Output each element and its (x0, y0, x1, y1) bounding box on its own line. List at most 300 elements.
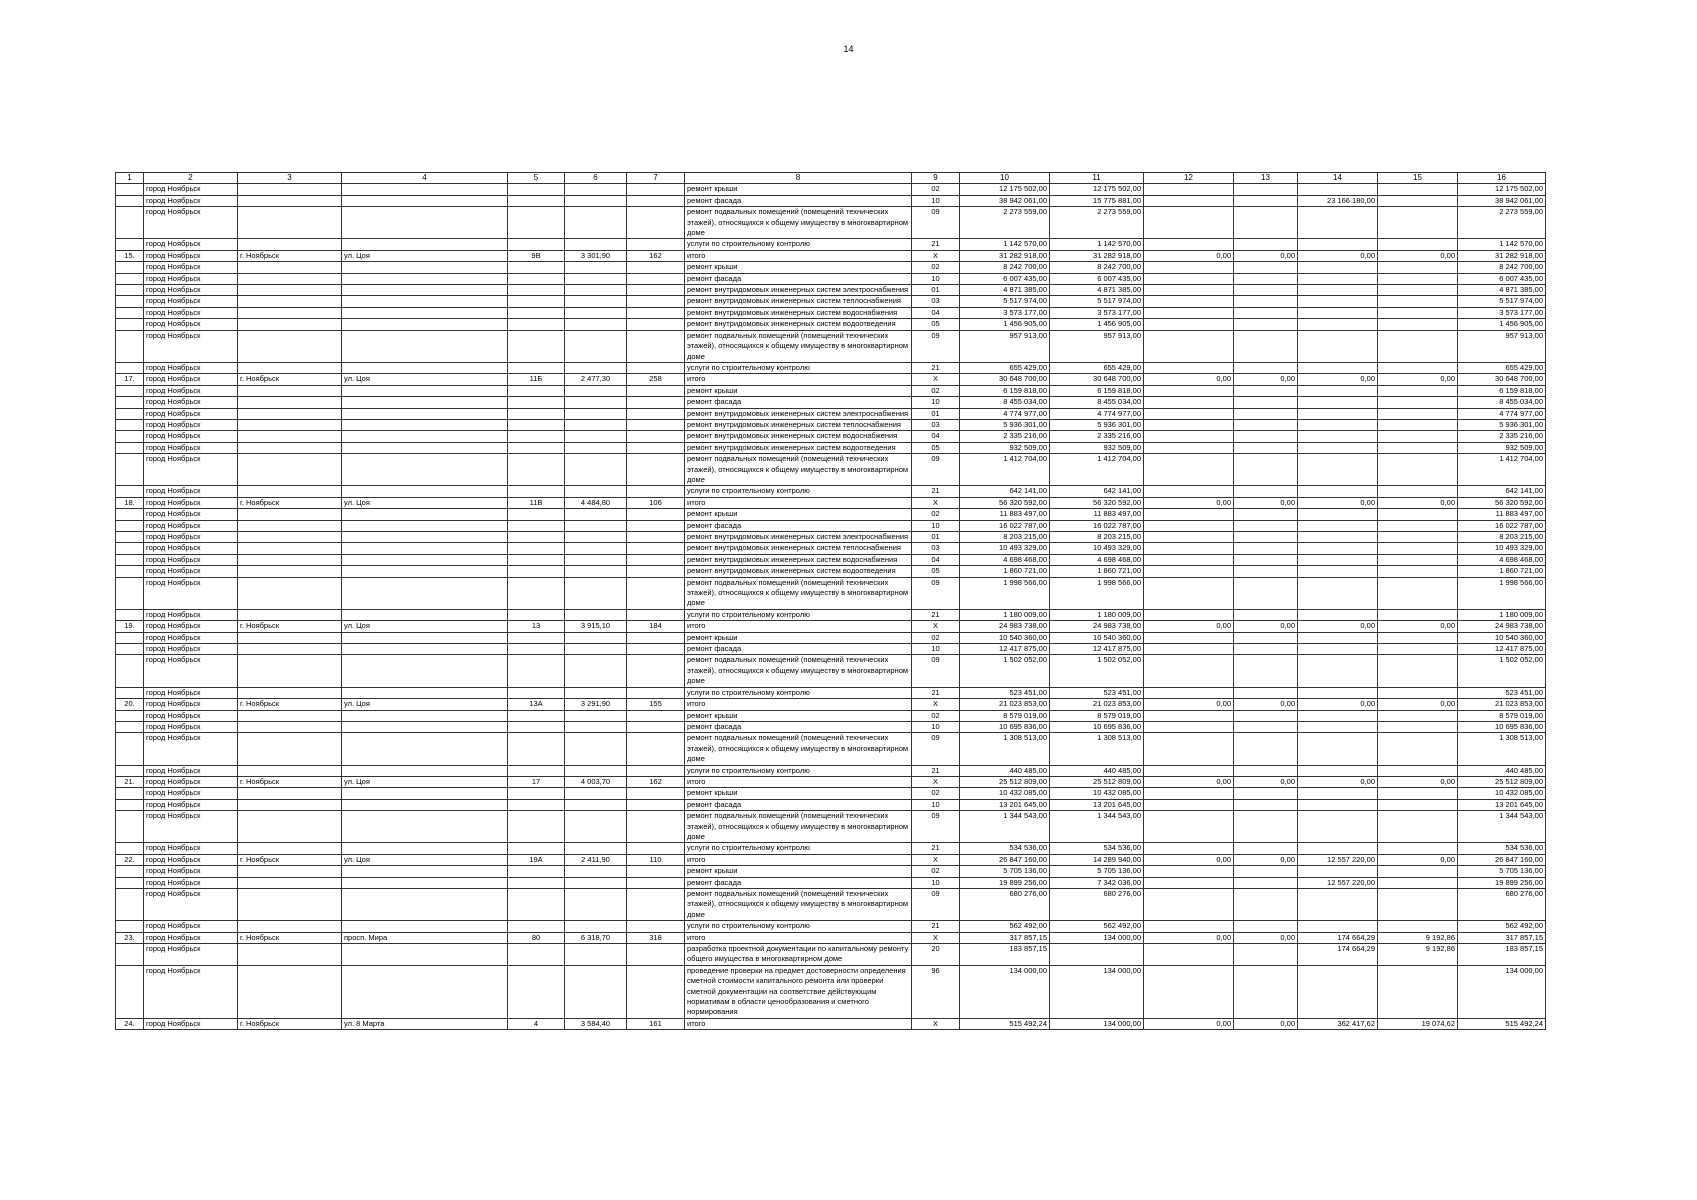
column-number-cell: 5 (508, 173, 565, 184)
total-cost-cell: 440 485,00 (960, 765, 1050, 776)
owners-cost-cell: 12 557 220,00 (1298, 854, 1378, 865)
residents-cell (627, 644, 685, 655)
fund-cost-cell: 8 203 215,00 (1050, 532, 1144, 543)
work-type-cell: итого (685, 932, 912, 943)
table-row (116, 921, 1546, 932)
house-number-cell: 13А (508, 699, 565, 710)
settlement-cell (238, 362, 342, 373)
table-row (116, 577, 1546, 609)
owners-cost-cell (1298, 285, 1378, 296)
area-cell (565, 843, 627, 854)
residents-cell: 162 (627, 776, 685, 787)
final-cost-cell: 680 276,00 (1458, 889, 1546, 921)
final-cost-cell: 2 273 559,00 (1458, 207, 1546, 239)
municipality-cell: город Ноябрьск (144, 554, 238, 565)
table-row (116, 520, 1546, 531)
budget-cost-1-cell (1144, 866, 1234, 877)
work-code-cell: 09 (912, 207, 960, 239)
house-number-cell (508, 655, 565, 687)
settlement-cell (238, 285, 342, 296)
settlement-cell (238, 385, 342, 396)
street-cell (342, 273, 508, 284)
area-cell (565, 520, 627, 531)
house-number-cell (508, 307, 565, 318)
residents-cell (627, 362, 685, 373)
settlement-cell (238, 296, 342, 307)
fund-cost-cell: 932 509,00 (1050, 442, 1144, 453)
budget-cost-2-cell (1234, 431, 1298, 442)
street-cell: ул. Цоя (342, 854, 508, 865)
residents-cell (627, 866, 685, 877)
street-cell (342, 319, 508, 330)
other-cost-cell (1378, 609, 1458, 620)
work-code-cell: Х (912, 374, 960, 385)
other-cost-cell: 0,00 (1378, 374, 1458, 385)
municipality-cell: город Ноябрьск (144, 509, 238, 520)
street-cell (342, 408, 508, 419)
municipality-cell: город Ноябрьск (144, 765, 238, 776)
row-number-cell (116, 710, 144, 721)
residents-cell (627, 532, 685, 543)
settlement-cell (238, 207, 342, 239)
column-number-cell: 13 (1234, 173, 1298, 184)
work-type-cell: услуги по строительному контролю (685, 687, 912, 698)
residents-cell (627, 889, 685, 921)
settlement-cell (238, 454, 342, 486)
owners-cost-cell (1298, 362, 1378, 373)
area-cell (565, 799, 627, 810)
owners-cost-cell: 12 557 220,00 (1298, 877, 1378, 888)
municipality-cell: город Ноябрьск (144, 644, 238, 655)
residents-cell (627, 609, 685, 620)
owners-cost-cell (1298, 330, 1378, 362)
municipality-cell: город Ноябрьск (144, 965, 238, 1018)
table-row (116, 509, 1546, 520)
other-cost-cell (1378, 799, 1458, 810)
owners-cost-cell (1298, 788, 1378, 799)
budget-cost-2-cell: 0,00 (1234, 497, 1298, 508)
house-number-cell (508, 710, 565, 721)
table-row (116, 776, 1546, 787)
street-cell (342, 765, 508, 776)
budget-cost-2-cell (1234, 419, 1298, 430)
work-code-cell: Х (912, 250, 960, 261)
budget-cost-2-cell (1234, 710, 1298, 721)
street-cell (342, 721, 508, 732)
owners-cost-cell (1298, 408, 1378, 419)
owners-cost-cell (1298, 454, 1378, 486)
house-number-cell: 4 (508, 1018, 565, 1029)
other-cost-cell (1378, 520, 1458, 531)
house-number-cell (508, 431, 565, 442)
table-row (116, 877, 1546, 888)
owners-cost-cell (1298, 889, 1378, 921)
work-type-cell: ремонт фасада (685, 644, 912, 655)
work-type-cell: итого (685, 1018, 912, 1029)
residents-cell (627, 788, 685, 799)
row-number-cell: 15. (116, 250, 144, 261)
column-number-cell: 2 (144, 173, 238, 184)
total-cost-cell: 12 175 502,00 (960, 184, 1050, 195)
work-type-cell: ремонт фасада (685, 877, 912, 888)
house-number-cell (508, 733, 565, 765)
house-number-cell (508, 577, 565, 609)
work-type-cell: ремонт фасада (685, 273, 912, 284)
row-number-cell: 22. (116, 854, 144, 865)
fund-cost-cell: 1 412 704,00 (1050, 454, 1144, 486)
area-cell (565, 566, 627, 577)
row-number-cell: 18. (116, 497, 144, 508)
owners-cost-cell (1298, 866, 1378, 877)
work-code-cell: 03 (912, 296, 960, 307)
budget-cost-1-cell (1144, 262, 1234, 273)
owners-cost-cell (1298, 486, 1378, 497)
total-cost-cell: 24 983 738,00 (960, 621, 1050, 632)
area-cell (565, 285, 627, 296)
total-cost-cell: 5 705 136,00 (960, 866, 1050, 877)
municipality-cell: город Ноябрьск (144, 710, 238, 721)
total-cost-cell: 4 774 977,00 (960, 408, 1050, 419)
owners-cost-cell (1298, 733, 1378, 765)
other-cost-cell (1378, 843, 1458, 854)
table-row (116, 609, 1546, 620)
table-row (116, 273, 1546, 284)
street-cell (342, 965, 508, 1018)
street-cell: ул. Цоя (342, 699, 508, 710)
residents-cell (627, 307, 685, 318)
area-cell: 4 484,80 (565, 497, 627, 508)
area-cell (565, 273, 627, 284)
total-cost-cell: 11 883 497,00 (960, 509, 1050, 520)
house-number-cell (508, 609, 565, 620)
house-number-cell (508, 442, 565, 453)
area-cell (565, 965, 627, 1018)
residents-cell (627, 733, 685, 765)
final-cost-cell: 21 023 853,00 (1458, 699, 1546, 710)
residents-cell (627, 273, 685, 284)
fund-cost-cell: 1 142 570,00 (1050, 239, 1144, 250)
row-number-cell (116, 195, 144, 206)
other-cost-cell (1378, 632, 1458, 643)
municipality-cell: город Ноябрьск (144, 408, 238, 419)
table-row (116, 788, 1546, 799)
work-code-cell: 02 (912, 184, 960, 195)
total-cost-cell: 10 540 360,00 (960, 632, 1050, 643)
table-row (116, 330, 1546, 362)
fund-cost-cell: 10 695 836,00 (1050, 721, 1144, 732)
area-cell (565, 710, 627, 721)
work-code-cell: 04 (912, 431, 960, 442)
house-number-cell (508, 207, 565, 239)
budget-cost-2-cell (1234, 486, 1298, 497)
table-row (116, 710, 1546, 721)
settlement-cell (238, 486, 342, 497)
fund-cost-cell: 1 308 513,00 (1050, 733, 1144, 765)
budget-cost-2-cell (1234, 733, 1298, 765)
final-cost-cell: 5 705 136,00 (1458, 866, 1546, 877)
final-cost-cell: 5 936 301,00 (1458, 419, 1546, 430)
area-cell (565, 554, 627, 565)
total-cost-cell: 1 860 721,00 (960, 566, 1050, 577)
budget-cost-2-cell (1234, 655, 1298, 687)
owners-cost-cell (1298, 296, 1378, 307)
budget-cost-2-cell: 0,00 (1234, 699, 1298, 710)
area-cell (565, 866, 627, 877)
table-row (116, 866, 1546, 877)
other-cost-cell (1378, 431, 1458, 442)
residents-cell: 110 (627, 854, 685, 865)
fund-cost-cell: 13 201 645,00 (1050, 799, 1144, 810)
row-number-cell (116, 419, 144, 430)
house-number-cell (508, 721, 565, 732)
work-code-cell: 21 (912, 843, 960, 854)
street-cell (342, 632, 508, 643)
budget-cost-2-cell: 0,00 (1234, 776, 1298, 787)
owners-cost-cell (1298, 632, 1378, 643)
total-cost-cell: 642 141,00 (960, 486, 1050, 497)
table-row (116, 285, 1546, 296)
area-cell (565, 362, 627, 373)
area-cell (565, 397, 627, 408)
row-number-cell (116, 520, 144, 531)
house-number-cell (508, 532, 565, 543)
fund-cost-cell: 134 000,00 (1050, 1018, 1144, 1029)
work-code-cell: Х (912, 621, 960, 632)
municipality-cell: город Ноябрьск (144, 609, 238, 620)
total-cost-cell: 8 579 019,00 (960, 710, 1050, 721)
other-cost-cell (1378, 710, 1458, 721)
budget-cost-1-cell (1144, 554, 1234, 565)
fund-cost-cell: 134 000,00 (1050, 965, 1144, 1018)
municipality-cell: город Ноябрьск (144, 733, 238, 765)
owners-cost-cell: 23 166 180,00 (1298, 195, 1378, 206)
municipality-cell: город Ноябрьск (144, 921, 238, 932)
residents-cell (627, 319, 685, 330)
fund-cost-cell: 440 485,00 (1050, 765, 1144, 776)
budget-cost-1-cell (1144, 520, 1234, 531)
budget-cost-2-cell (1234, 866, 1298, 877)
final-cost-cell: 655 429,00 (1458, 362, 1546, 373)
table-row (116, 721, 1546, 732)
area-cell (565, 330, 627, 362)
settlement-cell (238, 239, 342, 250)
row-number-cell (116, 889, 144, 921)
owners-cost-cell: 174 664,29 (1298, 932, 1378, 943)
area-cell (565, 239, 627, 250)
column-number-cell: 11 (1050, 173, 1144, 184)
fund-cost-cell: 2 273 559,00 (1050, 207, 1144, 239)
row-number-cell (116, 385, 144, 396)
row-number-cell (116, 554, 144, 565)
residents-cell (627, 442, 685, 453)
house-number-cell (508, 788, 565, 799)
owners-cost-cell: 0,00 (1298, 374, 1378, 385)
budget-cost-1-cell (1144, 788, 1234, 799)
other-cost-cell (1378, 765, 1458, 776)
budget-cost-1-cell (1144, 184, 1234, 195)
settlement-cell (238, 965, 342, 1018)
owners-cost-cell: 0,00 (1298, 776, 1378, 787)
street-cell (342, 262, 508, 273)
fund-cost-cell: 4 698 468,00 (1050, 554, 1144, 565)
area-cell: 3 915,10 (565, 621, 627, 632)
area-cell (565, 687, 627, 698)
fund-cost-cell: 134 000,00 (1050, 932, 1144, 943)
residents-cell: 258 (627, 374, 685, 385)
table-row (116, 811, 1546, 843)
other-cost-cell (1378, 442, 1458, 453)
municipality-cell: город Ноябрьск (144, 520, 238, 531)
area-cell (565, 442, 627, 453)
street-cell (342, 454, 508, 486)
house-number-cell (508, 644, 565, 655)
total-cost-cell: 655 429,00 (960, 362, 1050, 373)
owners-cost-cell (1298, 687, 1378, 698)
table-row (116, 184, 1546, 195)
total-cost-cell: 56 320 592,00 (960, 497, 1050, 508)
work-code-cell: 21 (912, 239, 960, 250)
fund-cost-cell: 5 517 974,00 (1050, 296, 1144, 307)
residents-cell (627, 721, 685, 732)
final-cost-cell: 6 159 818,00 (1458, 385, 1546, 396)
settlement-cell (238, 442, 342, 453)
budget-cost-1-cell: 0,00 (1144, 699, 1234, 710)
row-number-cell (116, 330, 144, 362)
final-cost-cell: 8 242 700,00 (1458, 262, 1546, 273)
total-cost-cell: 317 857,15 (960, 932, 1050, 943)
owners-cost-cell (1298, 397, 1378, 408)
budget-cost-2-cell (1234, 721, 1298, 732)
settlement-cell (238, 532, 342, 543)
residents-cell: 318 (627, 932, 685, 943)
house-number-cell: 19А (508, 854, 565, 865)
total-cost-cell: 3 573 177,00 (960, 307, 1050, 318)
final-cost-cell: 10 432 085,00 (1458, 788, 1546, 799)
work-type-cell: ремонт внутридомовых инженерных систем теплоснабжения (685, 543, 912, 554)
settlement-cell (238, 921, 342, 932)
final-cost-cell: 19 899 256,00 (1458, 877, 1546, 888)
other-cost-cell (1378, 419, 1458, 430)
work-type-cell: ремонт внутридомовых инженерных систем теплоснабжения (685, 296, 912, 307)
owners-cost-cell (1298, 799, 1378, 810)
table-row (116, 442, 1546, 453)
table-row (116, 454, 1546, 486)
settlement-cell (238, 273, 342, 284)
final-cost-cell: 1 344 543,00 (1458, 811, 1546, 843)
work-type-cell: итого (685, 621, 912, 632)
house-number-cell (508, 285, 565, 296)
house-number-cell (508, 408, 565, 419)
budget-cost-2-cell: 0,00 (1234, 621, 1298, 632)
budget-cost-1-cell (1144, 609, 1234, 620)
budget-cost-2-cell (1234, 543, 1298, 554)
row-number-cell (116, 207, 144, 239)
work-type-cell: итого (685, 250, 912, 261)
owners-cost-cell (1298, 609, 1378, 620)
fund-cost-cell: 1 860 721,00 (1050, 566, 1144, 577)
area-cell (565, 184, 627, 195)
street-cell (342, 509, 508, 520)
municipality-cell: город Ноябрьск (144, 577, 238, 609)
house-number-cell (508, 632, 565, 643)
budget-cost-2-cell (1234, 319, 1298, 330)
street-cell: ул. Цоя (342, 776, 508, 787)
work-code-cell: 10 (912, 273, 960, 284)
area-cell (565, 195, 627, 206)
fund-cost-cell: 562 492,00 (1050, 921, 1144, 932)
budget-cost-1-cell (1144, 431, 1234, 442)
work-code-cell: 10 (912, 520, 960, 531)
house-number-cell: 11Б (508, 374, 565, 385)
municipality-cell: город Ноябрьск (144, 889, 238, 921)
budget-cost-2-cell (1234, 765, 1298, 776)
total-cost-cell: 5 517 974,00 (960, 296, 1050, 307)
work-type-cell: итого (685, 776, 912, 787)
table-row (116, 543, 1546, 554)
owners-cost-cell (1298, 921, 1378, 932)
municipality-cell: город Ноябрьск (144, 811, 238, 843)
other-cost-cell (1378, 543, 1458, 554)
table-row (116, 854, 1546, 865)
final-cost-cell: 13 201 645,00 (1458, 799, 1546, 810)
residents-cell (627, 239, 685, 250)
fund-cost-cell: 8 579 019,00 (1050, 710, 1144, 721)
table-row (116, 687, 1546, 698)
owners-cost-cell (1298, 965, 1378, 1018)
fund-cost-cell: 30 648 700,00 (1050, 374, 1144, 385)
budget-cost-1-cell (1144, 710, 1234, 721)
fund-cost-cell: 14 289 940,00 (1050, 854, 1144, 865)
column-number-cell: 16 (1458, 173, 1546, 184)
budget-cost-2-cell (1234, 609, 1298, 620)
fund-cost-cell: 1 998 566,00 (1050, 577, 1144, 609)
budget-cost-1-cell: 0,00 (1144, 1018, 1234, 1029)
house-number-cell (508, 866, 565, 877)
fund-cost-cell: 7 342 036,00 (1050, 877, 1144, 888)
other-cost-cell (1378, 362, 1458, 373)
street-cell (342, 921, 508, 932)
settlement-cell (238, 866, 342, 877)
row-number-cell (116, 799, 144, 810)
owners-cost-cell (1298, 509, 1378, 520)
budget-cost-1-cell (1144, 644, 1234, 655)
owners-cost-cell: 362 417,62 (1298, 1018, 1378, 1029)
table-row (116, 532, 1546, 543)
area-cell: 2 411,90 (565, 854, 627, 865)
table-row (116, 195, 1546, 206)
budget-cost-1-cell: 0,00 (1144, 776, 1234, 787)
settlement-cell (238, 319, 342, 330)
street-cell (342, 419, 508, 430)
total-cost-cell: 10 695 836,00 (960, 721, 1050, 732)
work-type-cell: ремонт подвальных помещений (помещений технических этажей), относящихся к общему имуществу в многоквартирном доме (685, 330, 912, 362)
budget-cost-1-cell (1144, 566, 1234, 577)
final-cost-cell: 8 579 019,00 (1458, 710, 1546, 721)
area-cell (565, 419, 627, 430)
row-number-cell (116, 431, 144, 442)
settlement-cell (238, 733, 342, 765)
municipality-cell: город Ноябрьск (144, 419, 238, 430)
residents-cell (627, 385, 685, 396)
street-cell (342, 532, 508, 543)
area-cell (565, 296, 627, 307)
work-type-cell: проведение проверки на предмет достоверности определения сметной стоимости капитального ремонта или проверки сметной документации на соответствие действующим нормативам в области ценообразования и сметного нормирования (685, 965, 912, 1018)
residents-cell (627, 330, 685, 362)
work-code-cell: Х (912, 699, 960, 710)
final-cost-cell: 1 308 513,00 (1458, 733, 1546, 765)
owners-cost-cell: 174 664,29 (1298, 944, 1378, 966)
budget-cost-2-cell: 0,00 (1234, 932, 1298, 943)
